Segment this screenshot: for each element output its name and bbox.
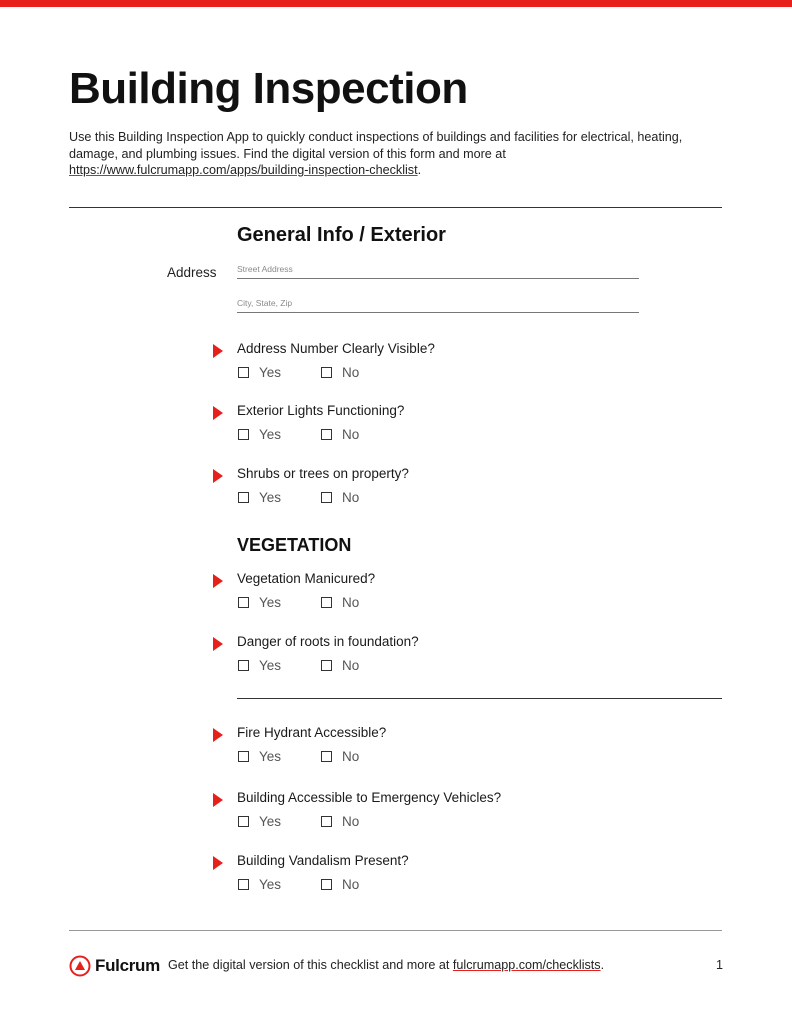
no-checkbox[interactable] <box>321 492 332 503</box>
question-text: Vegetation Manicured? <box>237 571 376 586</box>
intro-end: . <box>417 163 422 177</box>
section-divider <box>69 207 722 208</box>
top-accent-bar <box>0 0 792 7</box>
no-label: No <box>342 489 360 505</box>
no-label: No <box>342 876 360 892</box>
yes-label: Yes <box>259 813 282 829</box>
no-option[interactable] <box>321 748 359 764</box>
question-marker-icon <box>213 344 223 358</box>
question-shrubs-trees <box>213 466 713 506</box>
question-fire-hydrant <box>213 725 713 765</box>
section-title-vegetation: VEGETATION <box>237 535 352 555</box>
section-title-general: General Info / Exterior <box>237 224 446 246</box>
yes-checkbox[interactable] <box>238 751 249 762</box>
no-label: No <box>342 594 360 610</box>
question-text: Exterior Lights Functioning? <box>237 403 405 418</box>
yes-checkbox[interactable] <box>238 492 249 503</box>
yes-checkbox[interactable] <box>238 660 249 671</box>
question-marker-icon <box>213 856 223 870</box>
question-text: Building Accessible to Emergency Vehicles? <box>237 790 502 805</box>
yes-label: Yes <box>259 657 282 673</box>
question-text: Building Vandalism Present? <box>237 853 409 868</box>
fulcrum-logo-icon <box>69 955 91 977</box>
no-label: No <box>342 813 360 829</box>
yes-option[interactable] <box>238 748 281 764</box>
no-checkbox[interactable] <box>321 660 332 671</box>
yes-option[interactable] <box>238 813 281 829</box>
no-label: No <box>342 748 360 764</box>
footer-text-end: . <box>600 958 605 972</box>
no-checkbox[interactable] <box>321 751 332 762</box>
yes-label: Yes <box>259 364 282 380</box>
yes-option[interactable] <box>238 364 281 380</box>
footer-link[interactable]: fulcrumapp.com/checklists <box>452 958 601 972</box>
no-option[interactable] <box>321 657 359 673</box>
logo-text: Fulcrum <box>95 956 160 975</box>
no-option[interactable] <box>321 813 359 829</box>
address-label: Address <box>167 265 217 280</box>
no-checkbox[interactable] <box>321 816 332 827</box>
yes-checkbox[interactable] <box>238 429 249 440</box>
question-address-number-visible <box>213 341 713 381</box>
no-option[interactable] <box>321 364 359 380</box>
yes-label: Yes <box>259 489 282 505</box>
question-exterior-lights <box>213 403 713 443</box>
footer-text-body: Get the digital version of this checklist and more at <box>168 958 453 972</box>
yes-checkbox[interactable] <box>238 879 249 890</box>
city-state-zip-field[interactable]: City, State, Zip <box>237 298 639 313</box>
yes-option[interactable] <box>238 426 281 442</box>
fulcrum-logo[interactable] <box>69 955 160 977</box>
yes-option[interactable] <box>238 489 281 505</box>
yes-label: Yes <box>259 594 282 610</box>
yes-label: Yes <box>259 748 282 764</box>
question-text: Shrubs or trees on property? <box>237 466 409 481</box>
yes-checkbox[interactable] <box>238 597 249 608</box>
no-label: No <box>342 364 360 380</box>
yes-checkbox[interactable] <box>238 816 249 827</box>
question-text: Danger of roots in foundation? <box>237 634 419 649</box>
no-option[interactable] <box>321 594 359 610</box>
street-address-field[interactable]: Street Address <box>237 264 639 279</box>
footer-text <box>168 958 604 972</box>
no-option[interactable] <box>321 876 359 892</box>
yes-checkbox[interactable] <box>238 367 249 378</box>
question-roots-foundation <box>213 634 713 674</box>
no-label: No <box>342 426 360 442</box>
intro-paragraph <box>69 129 689 179</box>
no-checkbox[interactable] <box>321 367 332 378</box>
no-checkbox[interactable] <box>321 879 332 890</box>
question-text: Fire Hydrant Accessible? <box>237 725 387 740</box>
yes-label: Yes <box>259 876 282 892</box>
question-marker-icon <box>213 637 223 651</box>
page-title: Building Inspection <box>69 64 468 113</box>
yes-option[interactable] <box>238 657 281 673</box>
footer-divider <box>69 930 722 931</box>
question-marker-icon <box>213 728 223 742</box>
no-checkbox[interactable] <box>321 597 332 608</box>
question-marker-icon <box>213 406 223 420</box>
yes-label: Yes <box>259 426 282 442</box>
intro-text: Use this Building Inspection App to quickly conduct inspections of buildings and facilities for electrical, heating, damage, and plumbing issues. Find the digital version of this form and more at <box>69 130 683 161</box>
no-checkbox[interactable] <box>321 429 332 440</box>
question-marker-icon <box>213 574 223 588</box>
question-marker-icon <box>213 469 223 483</box>
question-vandalism <box>213 853 713 893</box>
section-divider <box>237 698 722 699</box>
question-marker-icon <box>213 793 223 807</box>
no-label: No <box>342 657 360 673</box>
yes-option[interactable] <box>238 876 281 892</box>
intro-link[interactable]: https://www.fulcrumapp.com/apps/building-inspection-checklist <box>69 163 418 177</box>
question-text: Address Number Clearly Visible? <box>237 341 435 356</box>
no-option[interactable] <box>321 426 359 442</box>
question-emergency-vehicles <box>213 790 713 830</box>
no-option[interactable] <box>321 489 359 505</box>
page-number: 1 <box>716 958 724 972</box>
question-vegetation-manicured <box>213 571 713 611</box>
yes-option[interactable] <box>238 594 281 610</box>
